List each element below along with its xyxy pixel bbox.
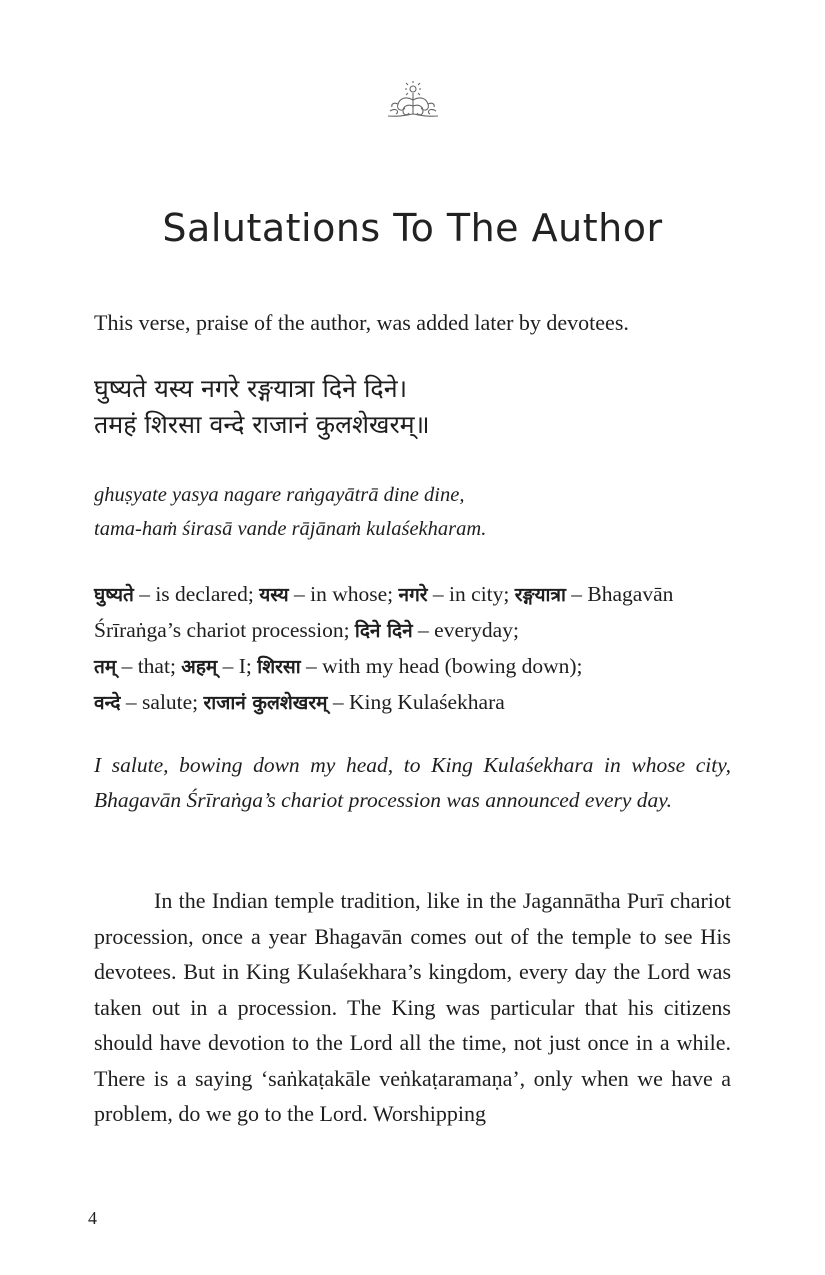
gloss-word: दिने दिने	[354, 620, 413, 642]
transliteration-line: ghuṣyate yasya nagare raṅgayātrā dine dine,	[94, 484, 465, 506]
gloss-word: घुष्यते	[94, 584, 134, 606]
floral-ornament-icon	[386, 80, 440, 122]
word-glossary	[94, 577, 731, 721]
gloss-word: शिरसा	[257, 656, 301, 678]
page-number: 4	[88, 1208, 97, 1228]
sanskrit-verse	[94, 371, 731, 443]
gloss-meaning: – Bhagavān Śrīraṅga’s chariot procession;	[94, 582, 674, 642]
gloss-meaning: – King Kulaśekhara	[332, 690, 505, 714]
verse-line: घुष्यते यस्य नगरे रङ्गयात्रा दिने दिने।	[94, 374, 408, 403]
verse-line: तमहं शिरसा वन्दे राजानं कुलशेखरम्॥	[94, 410, 430, 439]
gloss-word: तम्	[94, 656, 117, 678]
gloss-meaning: – in whose;	[294, 582, 394, 606]
gloss-meaning: – that;	[121, 654, 176, 678]
gloss-word: अहम्	[181, 656, 218, 678]
page-title: Salutations To The Author	[162, 206, 663, 250]
paragraph-text: In the Indian temple tradition, like in the Jagannātha Purī chariot procession, once a year Bhagavān comes out of the temple to see His devotees. But in King Kulaśekhara’s kingdom, every day the Lord was taken out in a procession. The King was particular that his citizens should have devotion to the Lord all the time, not just once in a while. There is a saying ‘saṅkaṭakāle veṅkaṭaramaṇa’, only when we have a problem, do we go to the Lord. Worshipping	[94, 888, 731, 1126]
gloss-meaning: – salute;	[125, 690, 199, 714]
gloss-meaning: – I;	[222, 654, 252, 678]
gloss-word: यस्य	[259, 584, 289, 606]
gloss-meaning: – in city;	[432, 582, 510, 606]
gloss-meaning: – is declared;	[139, 582, 254, 606]
intro-text: This verse, praise of the author, was added later by devotees.	[94, 310, 629, 335]
gloss-word: रङ्गयात्रा	[514, 584, 566, 606]
gloss-word: राजानं कुलशेखरम्	[203, 692, 328, 714]
transliteration	[94, 478, 731, 546]
commentary-paragraph	[94, 883, 731, 1132]
gloss-meaning: – everyday;	[418, 618, 519, 642]
gloss-word: नगरे	[398, 584, 428, 606]
gloss-word: वन्दे	[94, 692, 121, 714]
transliteration-line: tama-haṁ śirasā vande rājānaṁ kulaśekharam.	[94, 518, 487, 540]
gloss-meaning: – with my head (bowing down);	[306, 654, 583, 678]
verse-meaning: I salute, bowing down my head, to King Kulaśekhara in whose city, Bhagavān Śrīraṅga’s chariot procession was announced every day.	[94, 753, 731, 812]
